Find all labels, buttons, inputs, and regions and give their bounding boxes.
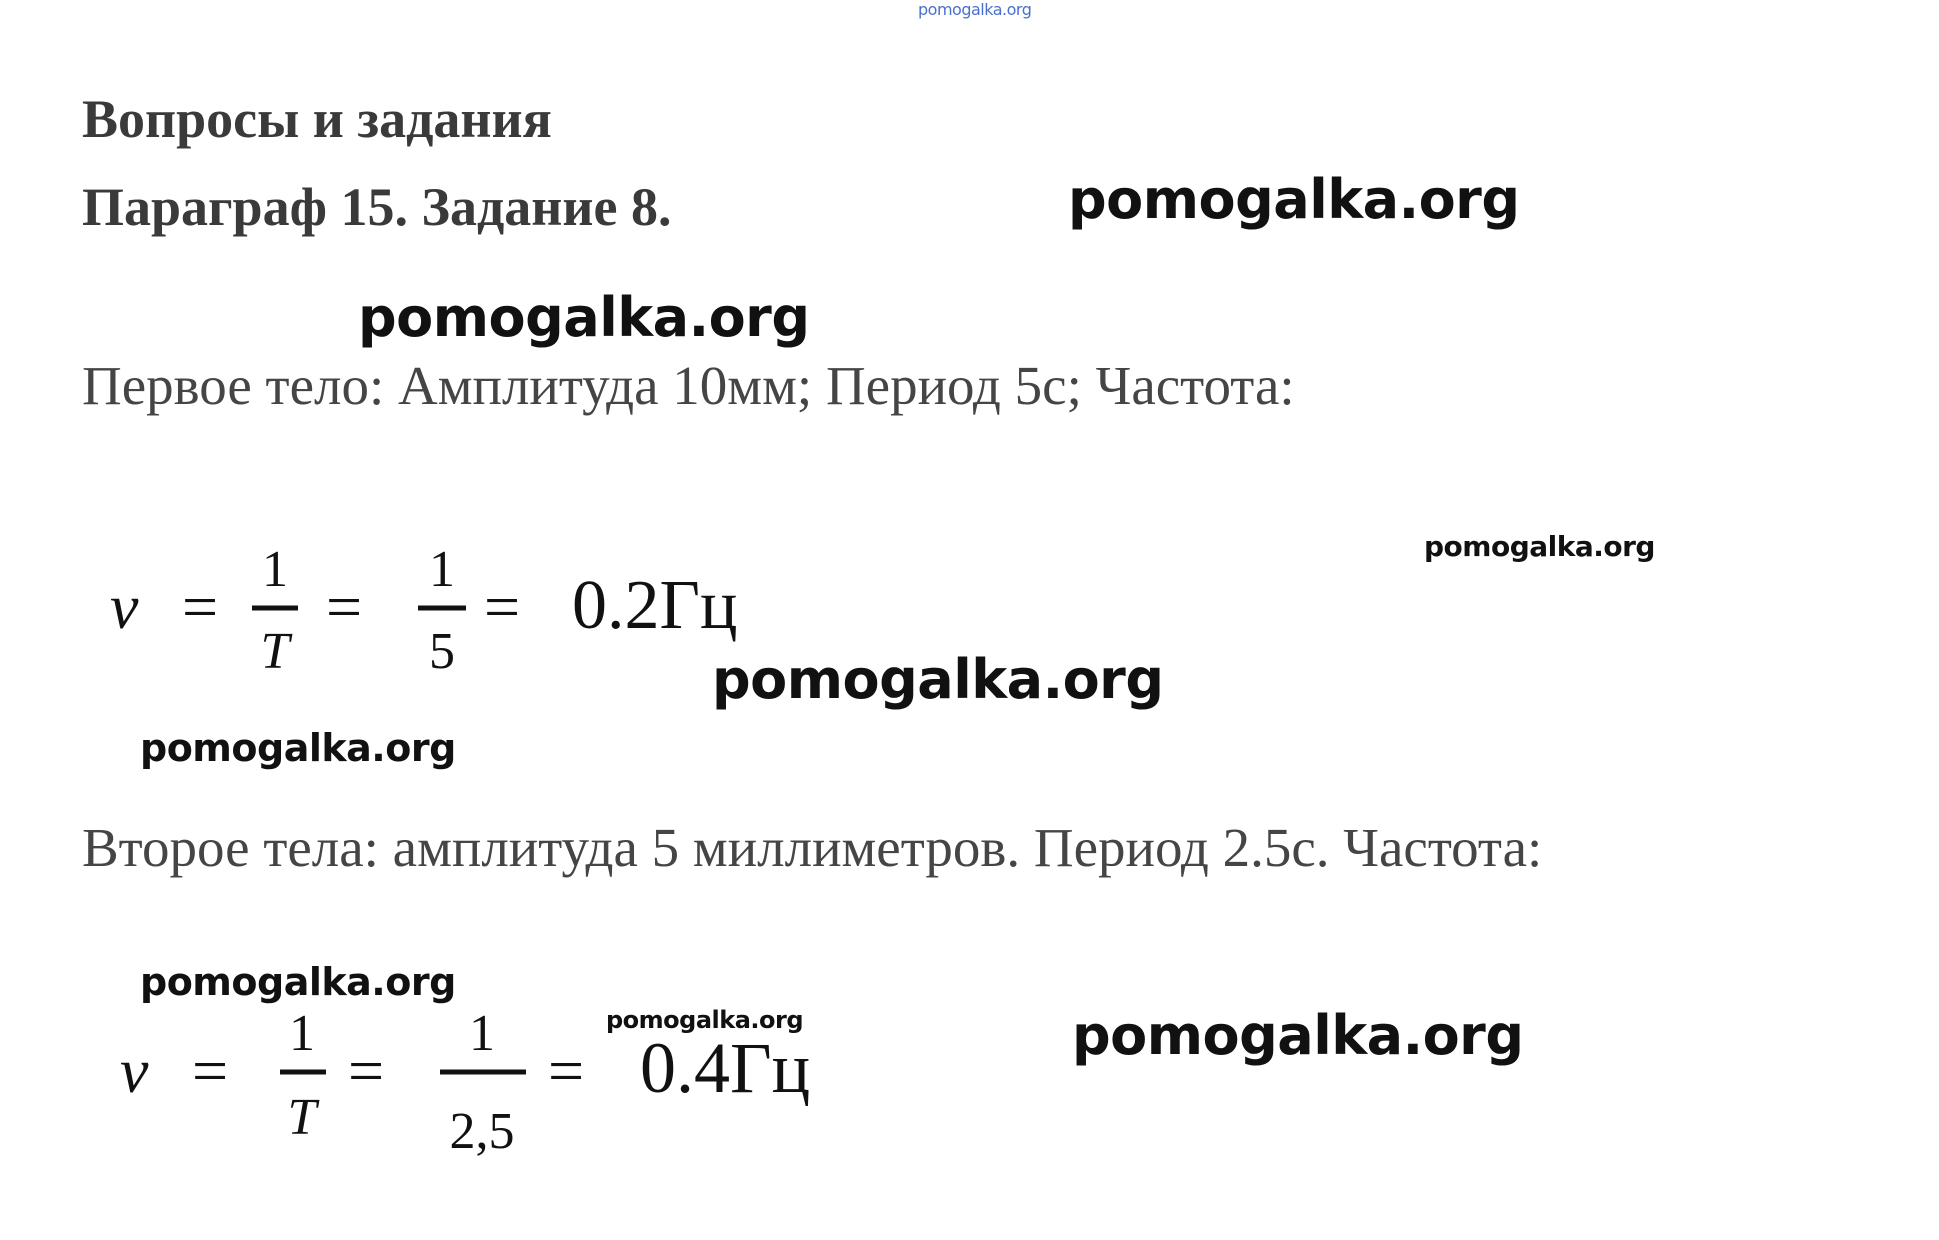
watermark-text: pomogalka.org: [1424, 530, 1655, 563]
watermark-text: pomogalka.org: [712, 648, 1164, 711]
equals-sign: =: [484, 571, 521, 642]
watermark-text: pomogalka.org: [606, 1006, 804, 1034]
equals-sign: =: [326, 571, 363, 642]
watermark-text: pomogalka.org: [358, 286, 810, 349]
header-watermark: pomogalka.org: [918, 0, 1032, 19]
fraction-numerator: 1: [289, 1005, 315, 1062]
fraction-numerator: 1: [429, 541, 455, 598]
equals-sign: =: [192, 1035, 229, 1106]
equals-sign: =: [548, 1035, 585, 1106]
equals-sign: =: [348, 1035, 385, 1106]
frequency-symbol: v: [120, 1035, 149, 1106]
fraction-denominator: T: [287, 1089, 317, 1146]
watermark-text: pomogalka.org: [140, 960, 456, 1004]
formula-result: 0.2Гц: [572, 567, 738, 644]
equals-sign: =: [182, 571, 219, 642]
fraction-denominator: T: [260, 623, 290, 680]
fraction-denominator: 5: [429, 623, 455, 680]
watermark-text: pomogalka.org: [1072, 1004, 1524, 1067]
second-body-text: Второе тела: амплитуда 5 миллиметров. Период 2.5с. Частота:: [82, 817, 1543, 878]
task-title: Параграф 15. Задание 8.: [82, 177, 672, 237]
watermark-text: pomogalka.org: [1068, 168, 1520, 231]
frequency-symbol: v: [110, 571, 139, 642]
formula-result: 0.4Гц: [640, 1028, 811, 1108]
fraction-numerator: 1: [469, 1005, 495, 1062]
watermark-text: pomogalka.org: [140, 726, 456, 770]
fraction-numerator: 1: [262, 541, 288, 598]
fraction-denominator: 2,5: [449, 1103, 515, 1160]
section-title: Вопросы и задания: [82, 89, 552, 149]
first-body-text: Первое тело: Амплитуда 10мм; Период 5с; Частота:: [82, 355, 1295, 416]
